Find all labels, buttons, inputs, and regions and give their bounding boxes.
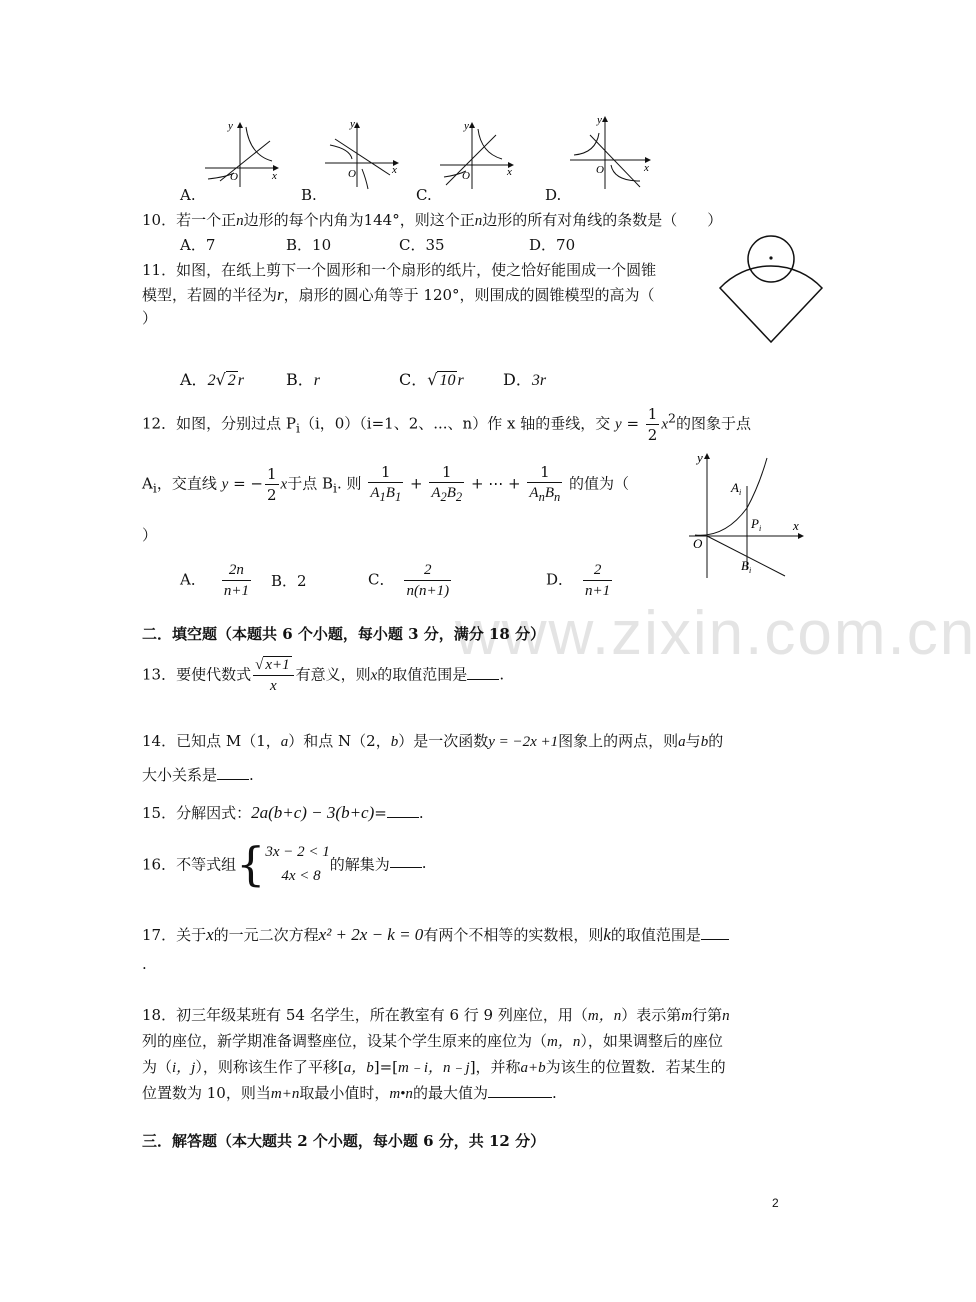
q14-line1: 14．已知点 M（1，a）和点 N（2，b）是一次函数y = −2x +1图象上的两点，则a与b的	[142, 732, 724, 750]
q17-blank[interactable]	[701, 925, 729, 940]
q13-blank[interactable]	[467, 665, 499, 680]
q10-option-b: B．10	[286, 236, 332, 254]
svg-text:O: O	[462, 170, 470, 182]
q12-option-d: D． $\frac{2}{n+1}$	[546, 562, 611, 599]
q17-line1: 17．关于x的一元二次方程x² + 2x − k = 0有两个不相等的实数根，则k的取值范围是	[142, 924, 729, 945]
q12-line2: $A_i$，交直线 y = − $\frac{1}{2}$ x于点 $B_i$. 则 $\frac{1}{A_1B_1}$ + $\frac{1}{A_2B_2}$ + ⋯ + $\frac{1}{A_nB_n}$ 的值为（	[142, 463, 630, 504]
q14-blank[interactable]	[217, 765, 249, 780]
graph-d	[570, 114, 650, 189]
q17-end: .	[142, 955, 147, 973]
q12-option-c: C． $\frac{2}{n(n+1)}$	[368, 562, 450, 599]
q9-option-d: D.	[545, 186, 562, 204]
q10-option-c: C．35	[399, 236, 445, 254]
q12-line3: ）	[142, 526, 158, 544]
fig-b-label: $B_i$	[741, 558, 752, 575]
q11-option-b: B．r	[286, 370, 320, 389]
q18-line1: 18．初三年级某班有 54 名学生，所在教室有 6 行 9 列座位，用（m，n）表示第m行第n	[142, 1006, 730, 1024]
q15-blank[interactable]	[387, 803, 419, 818]
q9-option-c: C.	[416, 186, 432, 204]
svg-text:x: x	[392, 164, 397, 176]
svg-text:x: x	[644, 162, 649, 174]
fig-o-label: O	[693, 536, 703, 551]
svg-text:y: y	[597, 114, 602, 126]
svg-text:x: x	[272, 170, 277, 182]
svg-text:x: x	[507, 166, 512, 178]
svg-text:O: O	[348, 168, 356, 180]
q12-option-a: A． $\frac{2n}{n+1}$	[180, 562, 249, 599]
svg-text:O: O	[230, 171, 238, 183]
fig-x-label: x	[793, 518, 799, 533]
section2-heading: 二．填空题（本题共 6 个小题，每小题 3 分，满分 18 分）	[142, 625, 546, 643]
q12-figure	[685, 446, 810, 586]
graph-b	[325, 118, 398, 189]
q9-option-a: A.	[180, 186, 196, 204]
q11-line1: 11．如图，在纸上剪下一个圆形和一个扇形的纸片，使之恰好能围成一个圆锥	[142, 261, 657, 279]
svg-text:O: O	[596, 164, 604, 176]
fig-y-label: y	[697, 450, 703, 465]
q12-option-b: B．2	[271, 572, 307, 590]
q18-blank[interactable]	[488, 1083, 552, 1098]
graph-c	[440, 120, 513, 189]
fig-a-label: $A_i$	[731, 480, 742, 497]
q11-figure	[710, 232, 830, 347]
fig-p-label: $P_i$	[751, 516, 762, 533]
q9-graphs	[200, 115, 670, 190]
q11-line2: 模型，若圆的半径为r，扇形的圆心角等于 120°，则围成的圆锥模型的高为（	[142, 285, 655, 304]
q14-line2: 大小关系是 .	[142, 766, 254, 784]
q16-blank[interactable]	[390, 853, 422, 868]
page-number: 2	[772, 1196, 779, 1210]
graph-a	[205, 120, 278, 187]
q9-option-b: B.	[301, 186, 317, 204]
q11-option-a: A．2√ 2 r	[180, 370, 244, 389]
q11-option-d: D．3r	[503, 370, 547, 389]
svg-text:y: y	[350, 118, 355, 130]
q10-option-a: A．7	[180, 236, 216, 254]
q18-line2: 列的座位，新学期准备调整座位，设某个学生原来的座位为（m，n），如果调整后的座位	[142, 1032, 723, 1050]
q12-line1: 12．如图，分别过点 $P_i(i$，0）（i=1、2、...、n）作 x 轴的垂线，交 y = $\frac{1}{2}$ $x^2$的图象于点	[142, 405, 751, 444]
q18-line3: 为（i，j），则称该生作了平移[a，b]=[m﹣i，n﹣j]，并称a+b为该生的位置数．若某生的	[142, 1058, 726, 1076]
q10-question: 10．若一个正n边形的每个内角为144°，则这个正n边形的所有对角线的条数是（ ）	[142, 211, 723, 229]
svg-text:y: y	[464, 120, 469, 132]
section3-heading: 三．解答题（本大题共 2 个小题，每小题 6 分，共 12 分）	[142, 1132, 546, 1150]
q10-option-d: D．70	[529, 236, 576, 254]
svg-text:y: y	[228, 120, 233, 132]
q15: 15．分解因式：2a(b+c) − 3(b+c)= .	[142, 803, 424, 822]
watermark: www.zixin.com.cn	[455, 599, 976, 668]
q11-option-c: C．√ 10 r	[399, 370, 464, 389]
q11-line3: ）	[142, 309, 158, 327]
q18-line4: 位置数为 10，则当m+n取最小值时，m•n的最大值为 .	[142, 1084, 557, 1102]
q13: 13．要使代数式 $\frac{√ x+1}{x}$ 有意义，则x的取值范围是 .	[142, 657, 505, 694]
q16: 16．不等式组{ 3x − 2 < 1 4x < 8 的解集为 .	[142, 837, 427, 891]
